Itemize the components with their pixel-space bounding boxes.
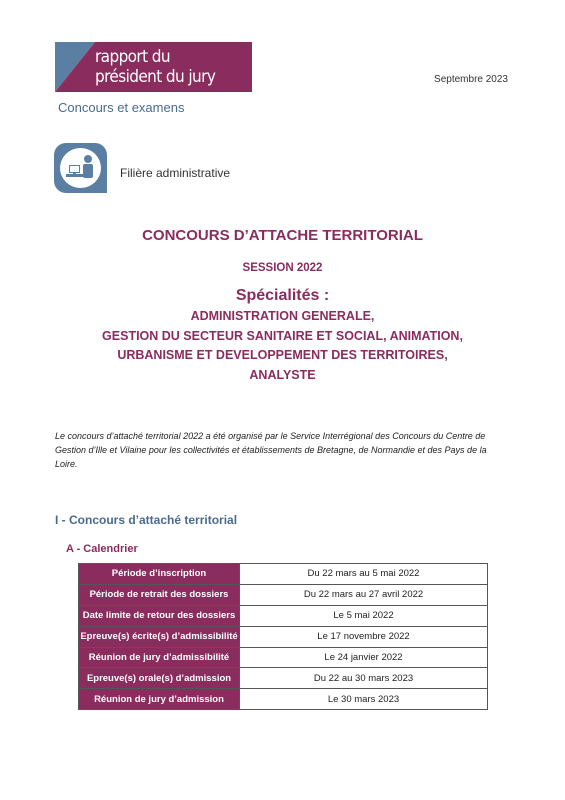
page-title: CONCOURS D’ATTACHE TERRITORIAL [142, 227, 423, 244]
calendar-value: Le 24 janvier 2022 [240, 647, 488, 668]
specialite-item: GESTION DU SECTEUR SANITAIRE ET SOCIAL, ANIMATION, [102, 328, 463, 343]
report-date: Septembre 2023 [434, 74, 508, 85]
table-row [79, 584, 488, 605]
logo-line-2: président du jury [95, 67, 216, 87]
specialite-item: ADMINISTRATION GENERALE, [190, 309, 375, 323]
table-row [79, 605, 488, 626]
calendar-table [78, 563, 488, 710]
specialite-item: URBANISME ET DEVELOPPEMENT DES TERRITOIRES, [117, 348, 448, 362]
intro-paragraph: Le concours d’attaché territorial 2022 a été organisé par le Service Interrégional des Concours du Centre de Gestion d’Ille et Vilaine pour les collectivités et établissements de Bretagne, de Normandie et des Pays de la Loire. [55, 431, 487, 469]
calendar-label: Période de retrait des dossiers [79, 584, 240, 605]
calendar-label: Période d’inscription [79, 564, 240, 585]
calendar-label: Date limite de retour des dossiers [79, 605, 240, 626]
filiere-label: Filière administrative [120, 166, 231, 180]
subsection-heading-a: A - Calendrier [66, 543, 138, 555]
logo-text [95, 47, 215, 87]
filiere-badge [54, 143, 107, 193]
calendar-value: Du 22 mars au 27 avril 2022 [240, 584, 488, 605]
session-label: SESSION 2022 [242, 262, 323, 274]
calendar-label: Epreuve(s) écrite(s) d’admissibilité [79, 626, 240, 647]
specialites-list [0, 307, 565, 385]
specialite-item: ANALYSTE [249, 367, 316, 382]
calendar-value: Le 30 mars 2023 [240, 689, 488, 710]
person-at-desk-icon [60, 148, 101, 188]
table-row [79, 564, 488, 585]
report-logo [55, 42, 252, 92]
calendar-value: Du 22 mars au 5 mai 2022 [240, 564, 488, 585]
report-subtitle: Concours et examens [58, 100, 185, 115]
calendar-label: Epreuve(s) orale(s) d’admission [79, 668, 240, 689]
table-row [79, 689, 488, 710]
logo-line-1: rapport du [95, 47, 170, 67]
table-row [79, 626, 488, 647]
section-heading-1: I - Concours d’attaché territorial [55, 513, 238, 527]
calendar-label: Réunion de jury d’admissibilité [79, 647, 240, 668]
calendar-value: Du 22 au 30 mars 2023 [240, 668, 488, 689]
calendar-value: Le 5 mai 2022 [240, 605, 488, 626]
table-row [79, 668, 488, 689]
calendar-value: Le 17 novembre 2022 [240, 626, 488, 647]
table-row [79, 647, 488, 668]
specialites-heading: Spécialités : [235, 287, 330, 304]
calendar-label: Réunion de jury d’admission [79, 689, 240, 710]
